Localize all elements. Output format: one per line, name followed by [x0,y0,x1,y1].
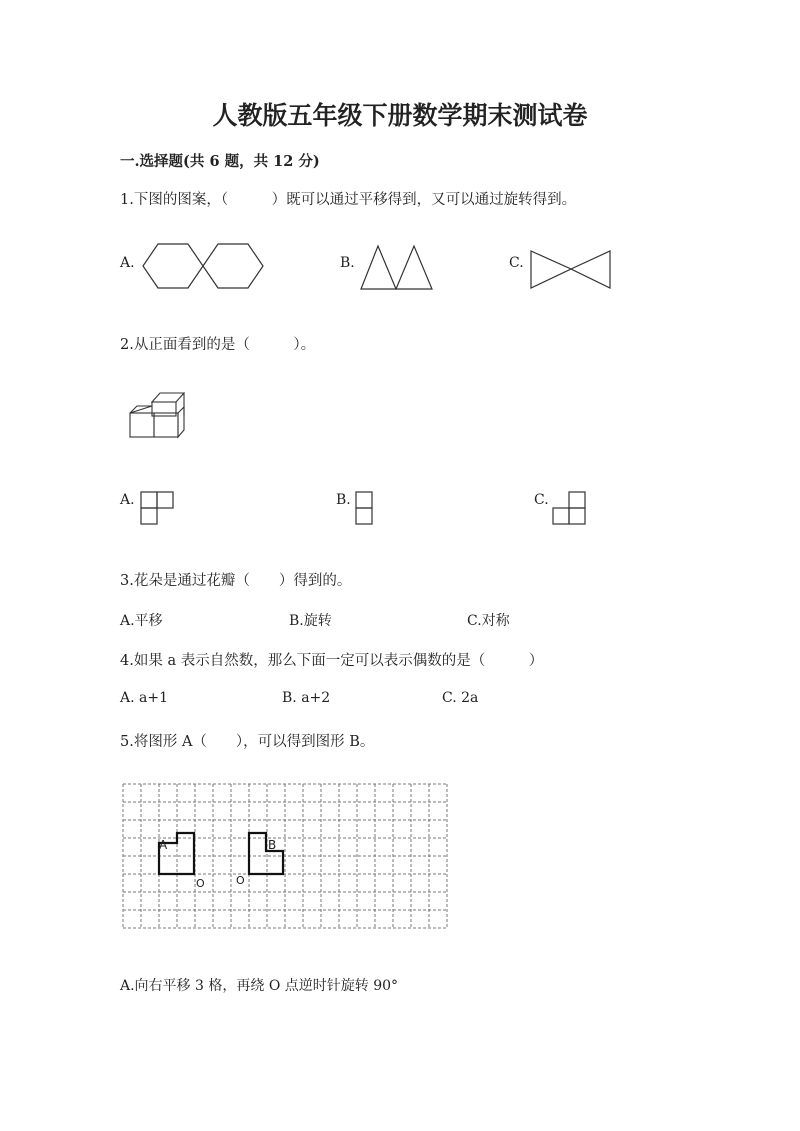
q1-option-c-label: C. [509,255,524,271]
question-3-text: 3.花朵是通过花瓣（ ）得到的。 [120,573,352,589]
q2-option-a-figure [139,490,179,530]
q3-option-c: C.对称 [467,613,510,629]
q2-option-b-label: B. [336,492,351,508]
q1-option-a-label: A. [120,255,135,271]
q3-option-a: A.平移 [120,613,163,629]
q1-option-b-label: B. [340,255,355,271]
q5-label-o-2: O [236,874,245,887]
q1-option-a-figure-double-hexagon [140,240,270,295]
q3-option-b: B.旋转 [289,613,332,629]
q2-option-a-label: A. [120,492,135,508]
q5-shape-b [249,833,283,874]
q2-option-b-figure [354,490,376,530]
q1-option-b-figure-double-triangle [358,242,438,292]
q2-option-c-label: C. [534,492,549,508]
question-1-text: 1.下图的图案，（ ）既可以通过平移得到，又可以通过旋转得到。 [120,192,577,208]
q4-option-c: C. 2a [442,690,479,706]
q5-label-a: A [159,838,168,852]
q5-option-a: A.向右平移 3 格，再绕 O 点逆时针旋转 90° [120,978,399,994]
q4-option-b: B. a+2 [282,690,331,706]
q2-option-c-figure [551,490,591,530]
q2-cube-stack-figure [128,386,190,440]
page-title: 人教版五年级下册数学期末测试卷 [212,101,588,130]
q5-label-b: B [268,838,277,852]
q5-grid-figure [122,783,446,929]
question-5-text: 5.将图形 A（ ），可以得到图形 B。 [120,734,375,750]
question-2-text: 2.从正面看到的是（ ）。 [120,337,316,353]
q1-option-c-figure-bowtie [528,248,614,292]
question-4-text: 4.如果 a 表示自然数，那么下面一定可以表示偶数的是（ ） [120,653,544,669]
q4-option-a: A. a+1 [120,690,168,706]
section-header: 一.选择题(共 6 题，共 12 分) [120,153,320,170]
q5-label-o-1: O [196,877,205,890]
